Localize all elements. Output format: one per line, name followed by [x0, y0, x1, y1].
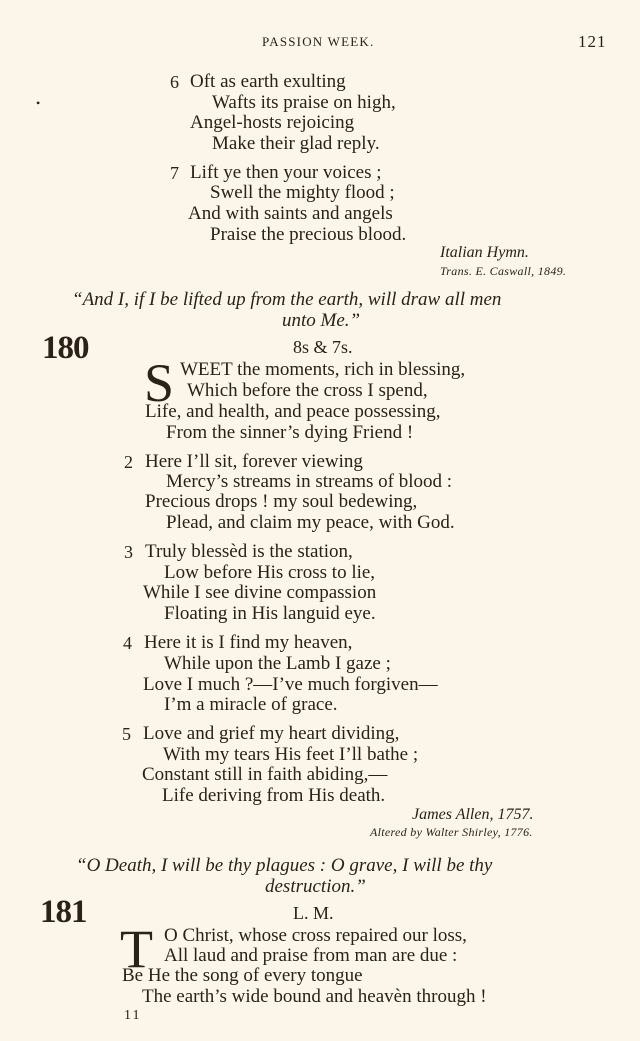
verse-line: From the sinner’s dying Friend ! — [166, 422, 414, 443]
hymn-number: 181 — [40, 894, 87, 930]
drop-cap: T — [120, 919, 153, 979]
verse-number: 4 — [123, 633, 132, 653]
verse-line: Praise the precious blood. — [210, 224, 407, 245]
verse-line: Angel-hosts rejoicing — [190, 112, 355, 133]
verse-line: While upon the Lamb I gaze ; — [164, 653, 391, 674]
author-credit: Italian Hymn. — [440, 244, 529, 261]
verse-line: Life deriving from His death. — [162, 785, 386, 806]
verse-number: 6 — [170, 72, 179, 92]
verse-line: Truly blessèd is the station, — [145, 541, 353, 562]
page-number: 121 — [578, 32, 607, 51]
verse-line: The earth’s wide bound and heavèn through ! — [142, 986, 487, 1007]
margin-mark: • — [36, 96, 41, 110]
verse-line: With my tears His feet I’ll bathe ; — [163, 744, 419, 765]
verse-line: O Christ, whose cross repaired our loss, — [164, 925, 467, 946]
verse-line: Constant still in faith abiding,— — [142, 764, 388, 785]
translator-credit: Trans. E. Caswall, 1849. — [440, 264, 567, 278]
scripture-epigraph: “O Death, I will be thy plagues : O grave, I will be thy — [76, 855, 493, 876]
verse-number: 5 — [122, 724, 131, 744]
signature-mark: 11 — [124, 1008, 142, 1023]
verse-line: Wafts its praise on high, — [212, 92, 396, 113]
verse-line: Plead, and claim my peace, with God. — [166, 512, 455, 533]
meter: L. M. — [293, 903, 334, 923]
verse-line: Which before the cross I spend, — [187, 380, 428, 401]
verse-line: Here I’ll sit, forever viewing — [145, 451, 363, 472]
verse-line: Here it is I find my heaven, — [144, 632, 353, 653]
verse-line: Love and grief my heart dividing, — [143, 723, 400, 744]
verse-line: Floating in His languid eye. — [164, 603, 376, 624]
scripture-epigraph: destruction.” — [265, 876, 366, 897]
verse-line: Swell the mighty flood ; — [210, 182, 395, 203]
verse-line: And with saints and angels — [188, 203, 393, 224]
scripture-epigraph: “And I, if I be lifted up from the earth, will draw all men — [72, 289, 502, 310]
scripture-epigraph: unto Me.” — [282, 310, 361, 331]
verse-line: Mercy’s streams in streams of blood : — [166, 471, 453, 492]
verse-number: 2 — [124, 452, 133, 472]
alteration-credit: Altered by Walter Shirley, 1776. — [370, 825, 533, 839]
hymn-number: 180 — [42, 330, 89, 366]
verse-line: All laud and praise from man are due : — [164, 945, 458, 966]
verse-line: Make their glad reply. — [212, 133, 380, 154]
verse-line: Life, and health, and peace possessing, — [145, 401, 441, 422]
drop-cap: S — [144, 353, 175, 413]
verse-line: Be He the song of every tongue — [122, 965, 363, 986]
verse-line: Low before His cross to lie, — [164, 562, 376, 583]
verse-line: Love I much ?—I’ve much forgiven— — [143, 674, 438, 695]
verse-line: I’m a miracle of grace. — [164, 694, 338, 715]
author-credit: James Allen, 1757. — [412, 806, 534, 823]
verse-line: Lift ye then your voices ; — [190, 162, 382, 183]
running-title: PASSION WEEK. — [262, 34, 375, 49]
verse-number: 7 — [170, 163, 179, 183]
verse-line: WEET the moments, rich in blessing, — [180, 359, 466, 380]
verse-line: Precious drops ! my soul bedewing, — [145, 491, 418, 512]
verse-line: While I see divine compassion — [143, 582, 377, 603]
verse-number: 3 — [124, 542, 133, 562]
meter: 8s & 7s. — [293, 337, 353, 357]
verse-line: Oft as earth exulting — [190, 71, 346, 92]
